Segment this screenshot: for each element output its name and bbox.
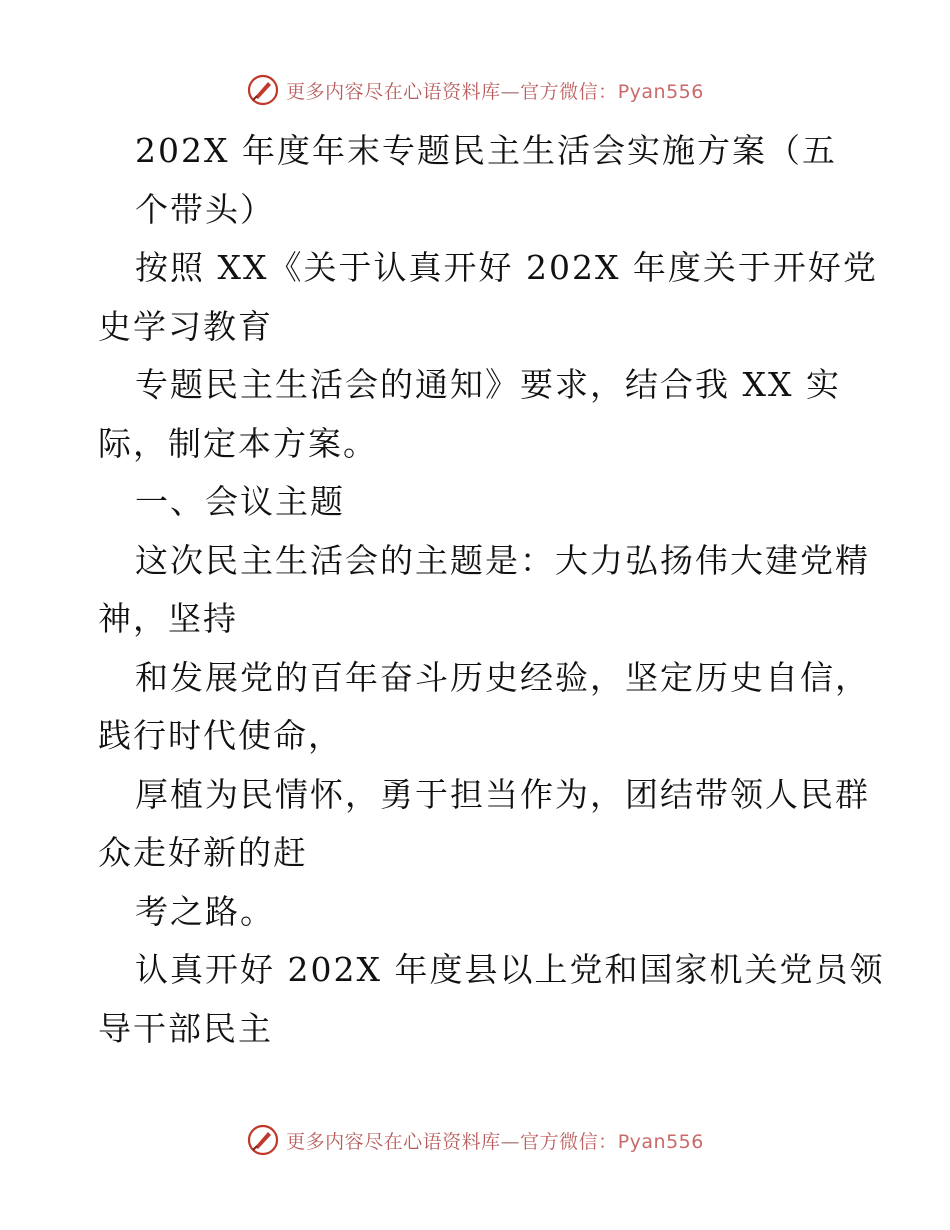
paragraph-line: 导干部民主 [98,1008,273,1048]
quill-circle-icon [246,73,280,107]
section-heading: 一、会议主题 [135,482,345,521]
paragraph-line: 史学习教育 [98,306,273,346]
banner-text: 更多内容尽在心语资料库—官方微信：Pyan556 [286,80,704,103]
paragraph-line: 神，坚持 [98,599,238,638]
paragraph-line: 认真开好 202X 年度县以上党和国家机关党员领 [135,950,885,989]
footer-banner [0,1122,950,1158]
quill-circle-icon [246,1123,280,1157]
banner-text: 更多内容尽在心语资料库—官方微信：Pyan556 [286,1130,704,1153]
paragraph-line: 众走好新的赶 [98,833,308,872]
paragraph-line: 专题民主生活会的通知》要求，结合我 XX 实 [135,365,841,404]
paragraph-line: 践行时代使命， [98,716,343,755]
paragraph-line: 考之路。 [135,891,275,931]
paragraph-line: 按照 XX《关于认真开好 202X 年度关于开好党 [135,248,878,287]
doc-title-line-1: 202X 年度年末专题民主生活会实施方案（五 [135,131,837,170]
paragraph-line: 这次民主生活会的主题是：大力弘扬伟大建党精 [135,540,870,580]
paragraph-line: 厚植为民情怀，勇于担当作为，团结带领人民群 [135,774,870,814]
paragraph-line: 和发展党的百年奋斗历史经验，坚定历史自信， [135,657,870,697]
paragraph-line: 际，制定本方案。 [98,423,378,463]
document-body [98,122,885,1058]
doc-title-line-2: 个带头） [135,189,275,229]
header-banner [0,72,950,108]
